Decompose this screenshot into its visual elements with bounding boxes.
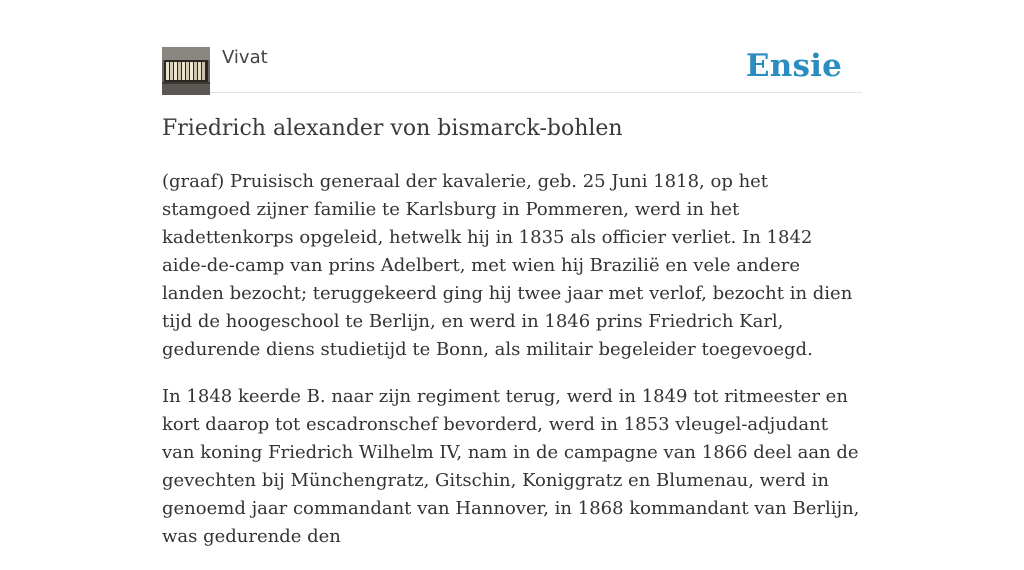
author-avatar[interactable] — [162, 47, 210, 95]
article-body — [162, 168, 862, 570]
article-paragraph: In 1848 keerde B. naar zijn regiment terug, werd in 1849 tot ritmeester en kort daarop tot escadronschef bevorderd, werd in 1853 vleugel-adjudant van koning Friedrich Wilhelm IV, nam in de campagne van 1866 deel aan de gevechten bij Münchengratz, Gitschin, Koniggratz en Blumenau, werd in genoemd jaar commandant van Hannover, in 1868 kommandant van Berlijn, was gedurende den — [162, 386, 860, 547]
brand-logo[interactable]: Ensie — [745, 48, 842, 84]
author-name[interactable]: Vivat — [222, 47, 268, 68]
article-paragraph: (graaf) Pruisisch generaal der kavalerie, geb. 25 Juni 1818, op het stamgoed zijner familie te Karlsburg in Pommeren, werd in het kadettenkorps opgeleid, hetwelk hij in 1835 als officier verliet. In 1842 aide-de-camp van prins Adelbert, met wien hij Brazilië en vele andere landen bezocht; teruggekeerd ging hij twee jaar met verlof, bezocht in dien tijd de hoogeschool te Berlijn, en werd in 1846 prins Friedrich Karl, gedurende diens studietijd te Bonn, als militair begeleider toegevoegd. — [162, 171, 853, 360]
page-header — [162, 46, 862, 93]
article-title: Friedrich alexander von bismarck-bohlen — [162, 116, 623, 141]
bookshelf-avatar-icon — [162, 47, 210, 95]
